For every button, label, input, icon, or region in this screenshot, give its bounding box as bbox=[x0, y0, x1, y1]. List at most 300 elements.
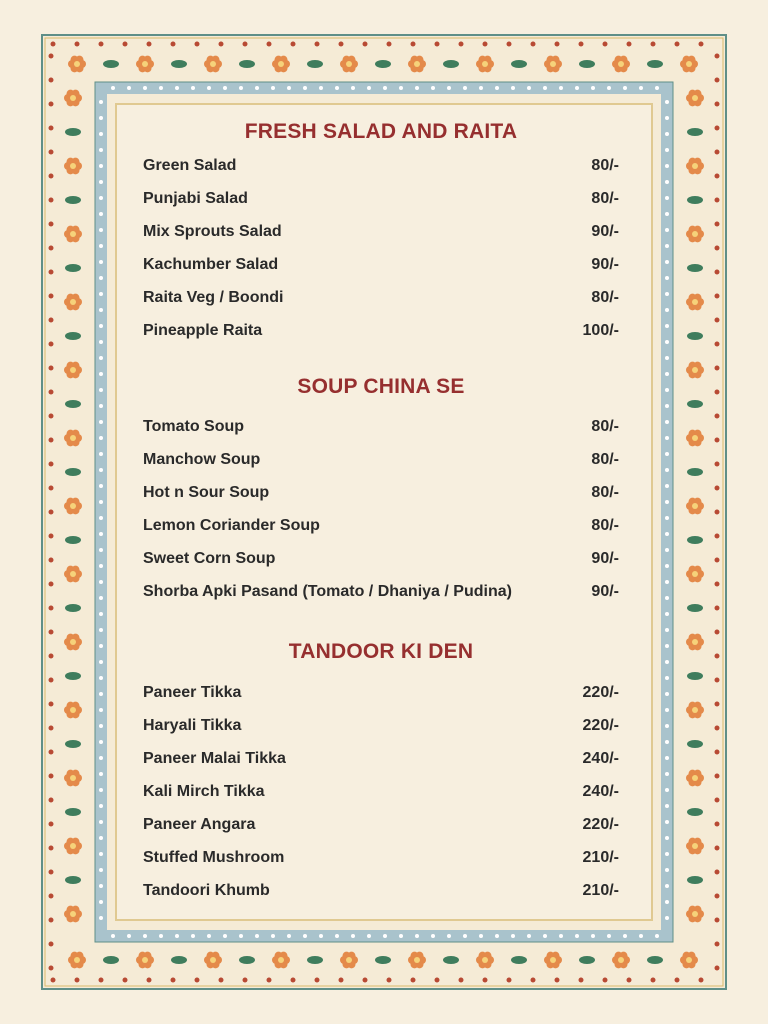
dot-icon bbox=[665, 884, 669, 888]
dot-icon bbox=[665, 868, 669, 872]
flower-icon bbox=[210, 957, 216, 963]
dot-icon bbox=[267, 978, 272, 983]
item-price: 90/- bbox=[591, 550, 619, 567]
dot-icon bbox=[99, 116, 103, 120]
dot-icon bbox=[51, 978, 56, 983]
flower-icon bbox=[692, 775, 698, 781]
dot-icon bbox=[655, 86, 659, 90]
flower-icon bbox=[346, 957, 352, 963]
flower-icon bbox=[686, 61, 692, 67]
flower-icon bbox=[70, 367, 76, 373]
leaf-icon bbox=[687, 672, 703, 680]
dot-icon bbox=[715, 750, 720, 755]
dot-icon bbox=[255, 86, 259, 90]
flower-icon bbox=[210, 61, 216, 67]
dot-icon bbox=[175, 86, 179, 90]
dot-icon bbox=[223, 86, 227, 90]
item-name: Tandoori Khumb bbox=[143, 882, 270, 899]
flower-icon bbox=[692, 299, 698, 305]
dot-icon bbox=[715, 558, 720, 563]
dot-icon bbox=[575, 86, 579, 90]
flower-icon bbox=[692, 503, 698, 509]
leaf-icon bbox=[171, 60, 187, 68]
dot-icon bbox=[99, 468, 103, 472]
dot-icon bbox=[699, 978, 704, 983]
flower-icon bbox=[482, 957, 488, 963]
leaf-icon bbox=[647, 956, 663, 964]
dot-icon bbox=[665, 740, 669, 744]
item-name: Punjabi Salad bbox=[143, 190, 248, 207]
dot-icon bbox=[507, 42, 512, 47]
dot-icon bbox=[99, 164, 103, 168]
dot-icon bbox=[675, 42, 680, 47]
leaf-icon bbox=[65, 604, 81, 612]
dot-icon bbox=[715, 54, 720, 59]
dot-icon bbox=[99, 100, 103, 104]
dot-icon bbox=[49, 630, 54, 635]
dot-icon bbox=[665, 900, 669, 904]
dot-icon bbox=[351, 934, 355, 938]
dot-icon bbox=[239, 86, 243, 90]
dot-icon bbox=[49, 198, 54, 203]
leaf-icon bbox=[647, 60, 663, 68]
dot-icon bbox=[49, 702, 54, 707]
dot-icon bbox=[665, 436, 669, 440]
dot-icon bbox=[191, 934, 195, 938]
dot-icon bbox=[607, 934, 611, 938]
dot-icon bbox=[99, 580, 103, 584]
dot-icon bbox=[147, 42, 152, 47]
dot-icon bbox=[651, 42, 656, 47]
dot-icon bbox=[411, 42, 416, 47]
dot-icon bbox=[99, 884, 103, 888]
item-name: Green Salad bbox=[143, 157, 237, 174]
flower-icon bbox=[278, 957, 284, 963]
dot-icon bbox=[315, 42, 320, 47]
dot-icon bbox=[463, 934, 467, 938]
dot-icon bbox=[463, 86, 467, 90]
dot-icon bbox=[665, 532, 669, 536]
item-price: 80/- bbox=[591, 418, 619, 435]
dot-icon bbox=[99, 978, 104, 983]
leaf-icon bbox=[307, 956, 323, 964]
dot-icon bbox=[715, 438, 720, 443]
dot-icon bbox=[495, 934, 499, 938]
item-name: Kali Mirch Tikka bbox=[143, 783, 265, 800]
leaf-icon bbox=[239, 956, 255, 964]
dot-icon bbox=[665, 580, 669, 584]
dot-icon bbox=[665, 100, 669, 104]
dot-icon bbox=[531, 42, 536, 47]
leaf-icon bbox=[65, 672, 81, 680]
dot-icon bbox=[99, 356, 103, 360]
dot-icon bbox=[665, 836, 669, 840]
dot-icon bbox=[665, 404, 669, 408]
dot-icon bbox=[435, 42, 440, 47]
dot-icon bbox=[715, 894, 720, 899]
dot-icon bbox=[715, 342, 720, 347]
dot-icon bbox=[99, 516, 103, 520]
dot-icon bbox=[243, 978, 248, 983]
flower-icon bbox=[692, 231, 698, 237]
dot-icon bbox=[49, 78, 54, 83]
dot-icon bbox=[665, 756, 669, 760]
item-price: 100/- bbox=[582, 322, 619, 339]
flower-icon bbox=[70, 639, 76, 645]
item-price: 220/- bbox=[582, 816, 619, 833]
dot-icon bbox=[665, 772, 669, 776]
dot-icon bbox=[99, 420, 103, 424]
item-price: 80/- bbox=[591, 517, 619, 534]
item-name: Haryali Tikka bbox=[143, 717, 242, 734]
dot-icon bbox=[715, 534, 720, 539]
dot-icon bbox=[431, 934, 435, 938]
leaf-icon bbox=[687, 740, 703, 748]
dot-icon bbox=[99, 676, 103, 680]
flower-icon bbox=[278, 61, 284, 67]
leaf-icon bbox=[687, 536, 703, 544]
dot-icon bbox=[665, 564, 669, 568]
flower-icon bbox=[692, 707, 698, 713]
leaf-icon bbox=[171, 956, 187, 964]
dot-icon bbox=[715, 462, 720, 467]
dot-icon bbox=[99, 324, 103, 328]
dot-icon bbox=[99, 804, 103, 808]
dot-icon bbox=[159, 934, 163, 938]
flower-icon bbox=[692, 367, 698, 373]
flower-icon bbox=[70, 231, 76, 237]
flower-icon bbox=[692, 639, 698, 645]
item-price: 220/- bbox=[582, 717, 619, 734]
dot-icon bbox=[99, 260, 103, 264]
dot-icon bbox=[195, 978, 200, 983]
dot-icon bbox=[351, 86, 355, 90]
item-price: 90/- bbox=[591, 256, 619, 273]
dot-icon bbox=[339, 978, 344, 983]
section-title-tandoor: TANDOOR KI DEN bbox=[288, 640, 474, 663]
dot-icon bbox=[335, 86, 339, 90]
item-price: 80/- bbox=[591, 484, 619, 501]
dot-icon bbox=[665, 148, 669, 152]
dot-icon bbox=[99, 404, 103, 408]
dot-icon bbox=[715, 702, 720, 707]
leaf-icon bbox=[687, 604, 703, 612]
item-name: Paneer Tikka bbox=[143, 684, 242, 701]
dot-icon bbox=[459, 42, 464, 47]
dot-icon bbox=[507, 978, 512, 983]
dot-icon bbox=[665, 724, 669, 728]
dot-icon bbox=[715, 414, 720, 419]
dot-icon bbox=[99, 292, 103, 296]
dot-icon bbox=[49, 918, 54, 923]
dot-icon bbox=[99, 612, 103, 616]
leaf-icon bbox=[103, 956, 119, 964]
dot-icon bbox=[715, 798, 720, 803]
flower-icon bbox=[70, 707, 76, 713]
dot-icon bbox=[559, 86, 563, 90]
dot-icon bbox=[75, 42, 80, 47]
leaf-icon bbox=[65, 400, 81, 408]
flower-icon bbox=[692, 571, 698, 577]
dot-icon bbox=[511, 86, 515, 90]
leaf-icon bbox=[511, 60, 527, 68]
item-name: Hot n Sour Soup bbox=[143, 484, 270, 501]
dot-icon bbox=[665, 452, 669, 456]
dot-icon bbox=[49, 270, 54, 275]
dot-icon bbox=[123, 42, 128, 47]
dot-icon bbox=[399, 934, 403, 938]
dot-icon bbox=[319, 934, 323, 938]
item-price: 80/- bbox=[591, 289, 619, 306]
dot-icon bbox=[627, 42, 632, 47]
dot-icon bbox=[559, 934, 563, 938]
dot-icon bbox=[655, 934, 659, 938]
menu-item bbox=[143, 849, 619, 869]
dot-icon bbox=[99, 564, 103, 568]
flower-icon bbox=[346, 61, 352, 67]
dot-icon bbox=[99, 340, 103, 344]
dot-icon bbox=[665, 628, 669, 632]
item-name: Pineapple Raita bbox=[143, 322, 263, 339]
dot-icon bbox=[303, 86, 307, 90]
leaf-icon bbox=[687, 876, 703, 884]
dot-icon bbox=[339, 42, 344, 47]
dot-icon bbox=[715, 222, 720, 227]
dot-icon bbox=[639, 86, 643, 90]
dot-icon bbox=[415, 934, 419, 938]
item-price: 80/- bbox=[591, 190, 619, 207]
dot-icon bbox=[665, 132, 669, 136]
dot-icon bbox=[99, 772, 103, 776]
item-price: 80/- bbox=[591, 157, 619, 174]
dot-icon bbox=[639, 934, 643, 938]
menu-item bbox=[143, 157, 619, 177]
dot-icon bbox=[543, 934, 547, 938]
dot-icon bbox=[665, 468, 669, 472]
menu-item bbox=[143, 783, 619, 803]
dot-icon bbox=[555, 42, 560, 47]
dot-icon bbox=[479, 86, 483, 90]
menu-item bbox=[143, 717, 619, 737]
dot-icon bbox=[49, 678, 54, 683]
leaf-icon bbox=[687, 400, 703, 408]
flower-icon bbox=[74, 957, 80, 963]
dot-icon bbox=[665, 916, 669, 920]
dot-icon bbox=[49, 54, 54, 59]
dot-icon bbox=[665, 340, 669, 344]
dot-icon bbox=[99, 852, 103, 856]
dot-icon bbox=[49, 150, 54, 155]
dot-icon bbox=[99, 788, 103, 792]
item-price: 240/- bbox=[582, 783, 619, 800]
dot-icon bbox=[49, 798, 54, 803]
dot-icon bbox=[603, 42, 608, 47]
dot-icon bbox=[49, 390, 54, 395]
dot-icon bbox=[99, 740, 103, 744]
dot-icon bbox=[579, 978, 584, 983]
dot-icon bbox=[665, 116, 669, 120]
dot-icon bbox=[49, 534, 54, 539]
dot-icon bbox=[665, 308, 669, 312]
leaf-icon bbox=[65, 196, 81, 204]
leaf-icon bbox=[687, 196, 703, 204]
flower-icon bbox=[70, 843, 76, 849]
leaf-icon bbox=[511, 956, 527, 964]
menu-item bbox=[143, 750, 619, 770]
dot-icon bbox=[665, 676, 669, 680]
dot-icon bbox=[207, 86, 211, 90]
dot-icon bbox=[143, 86, 147, 90]
dot-icon bbox=[665, 164, 669, 168]
menu-item bbox=[143, 289, 619, 309]
menu-item bbox=[143, 223, 619, 243]
dot-icon bbox=[715, 174, 720, 179]
menu-item bbox=[143, 418, 619, 438]
dot-icon bbox=[387, 42, 392, 47]
dot-icon bbox=[49, 822, 54, 827]
dot-icon bbox=[223, 934, 227, 938]
dot-icon bbox=[483, 42, 488, 47]
menu-item bbox=[143, 484, 619, 504]
dot-icon bbox=[243, 42, 248, 47]
dot-icon bbox=[49, 942, 54, 947]
leaf-icon bbox=[65, 264, 81, 272]
dot-icon bbox=[531, 978, 536, 983]
menu-item bbox=[143, 451, 619, 471]
dot-icon bbox=[159, 86, 163, 90]
dot-icon bbox=[715, 774, 720, 779]
dot-icon bbox=[49, 750, 54, 755]
dot-icon bbox=[207, 934, 211, 938]
dot-icon bbox=[555, 978, 560, 983]
leaf-icon bbox=[65, 536, 81, 544]
flower-icon bbox=[618, 957, 624, 963]
dot-icon bbox=[715, 822, 720, 827]
dot-icon bbox=[715, 150, 720, 155]
dot-icon bbox=[99, 212, 103, 216]
item-name: Raita Veg / Boondi bbox=[143, 289, 284, 306]
dot-icon bbox=[715, 294, 720, 299]
menu-item bbox=[143, 550, 619, 570]
leaf-icon bbox=[687, 264, 703, 272]
dot-icon bbox=[591, 934, 595, 938]
dot-icon bbox=[267, 42, 272, 47]
dot-icon bbox=[291, 42, 296, 47]
menu-item bbox=[143, 816, 619, 836]
dot-icon bbox=[99, 900, 103, 904]
dot-icon bbox=[99, 196, 103, 200]
dot-icon bbox=[255, 934, 259, 938]
menu-item bbox=[143, 517, 619, 537]
dot-icon bbox=[49, 294, 54, 299]
dot-icon bbox=[271, 934, 275, 938]
leaf-icon bbox=[103, 60, 119, 68]
dot-icon bbox=[99, 244, 103, 248]
dot-icon bbox=[715, 654, 720, 659]
item-price: 220/- bbox=[582, 684, 619, 701]
dot-icon bbox=[99, 644, 103, 648]
dot-icon bbox=[99, 660, 103, 664]
flower-icon bbox=[70, 299, 76, 305]
dot-icon bbox=[715, 390, 720, 395]
dot-icon bbox=[51, 42, 56, 47]
menu-item bbox=[143, 882, 619, 902]
dot-icon bbox=[483, 978, 488, 983]
dot-icon bbox=[367, 934, 371, 938]
dot-icon bbox=[99, 372, 103, 376]
dot-icon bbox=[99, 132, 103, 136]
item-price: 210/- bbox=[582, 849, 619, 866]
dot-icon bbox=[111, 86, 115, 90]
flower-icon bbox=[692, 911, 698, 917]
dot-icon bbox=[99, 836, 103, 840]
dot-icon bbox=[127, 86, 131, 90]
dot-icon bbox=[49, 462, 54, 467]
leaf-icon bbox=[239, 60, 255, 68]
leaf-icon bbox=[579, 60, 595, 68]
leaf-icon bbox=[307, 60, 323, 68]
dot-icon bbox=[99, 180, 103, 184]
dot-icon bbox=[715, 918, 720, 923]
dot-icon bbox=[715, 126, 720, 131]
dot-icon bbox=[511, 934, 515, 938]
dot-icon bbox=[627, 978, 632, 983]
dot-icon bbox=[665, 196, 669, 200]
dot-icon bbox=[591, 86, 595, 90]
dot-icon bbox=[715, 486, 720, 491]
dot-icon bbox=[99, 724, 103, 728]
dot-icon bbox=[287, 86, 291, 90]
dot-icon bbox=[665, 500, 669, 504]
dot-icon bbox=[715, 102, 720, 107]
flower-icon bbox=[142, 61, 148, 67]
menu-item bbox=[143, 684, 619, 704]
dot-icon bbox=[239, 934, 243, 938]
dot-icon bbox=[665, 644, 669, 648]
dot-icon bbox=[699, 42, 704, 47]
leaf-icon bbox=[687, 332, 703, 340]
dot-icon bbox=[75, 978, 80, 983]
dot-icon bbox=[367, 86, 371, 90]
dot-icon bbox=[665, 388, 669, 392]
dot-icon bbox=[665, 692, 669, 696]
dot-icon bbox=[665, 212, 669, 216]
leaf-icon bbox=[65, 876, 81, 884]
dot-icon bbox=[665, 356, 669, 360]
dot-icon bbox=[459, 978, 464, 983]
dot-icon bbox=[99, 532, 103, 536]
dot-icon bbox=[49, 246, 54, 251]
item-name: Stuffed Mushroom bbox=[143, 849, 285, 866]
dot-icon bbox=[49, 510, 54, 515]
dot-icon bbox=[383, 934, 387, 938]
dot-icon bbox=[715, 198, 720, 203]
dot-icon bbox=[99, 308, 103, 312]
dot-icon bbox=[665, 660, 669, 664]
flower-icon bbox=[70, 775, 76, 781]
leaf-icon bbox=[687, 808, 703, 816]
dot-icon bbox=[49, 438, 54, 443]
dot-icon bbox=[665, 804, 669, 808]
flower-icon bbox=[550, 957, 556, 963]
item-name: Sweet Corn Soup bbox=[143, 550, 276, 567]
dot-icon bbox=[49, 726, 54, 731]
leaf-icon bbox=[65, 332, 81, 340]
dot-icon bbox=[99, 42, 104, 47]
flower-icon bbox=[74, 61, 80, 67]
dot-icon bbox=[111, 934, 115, 938]
menu-item bbox=[143, 322, 619, 342]
